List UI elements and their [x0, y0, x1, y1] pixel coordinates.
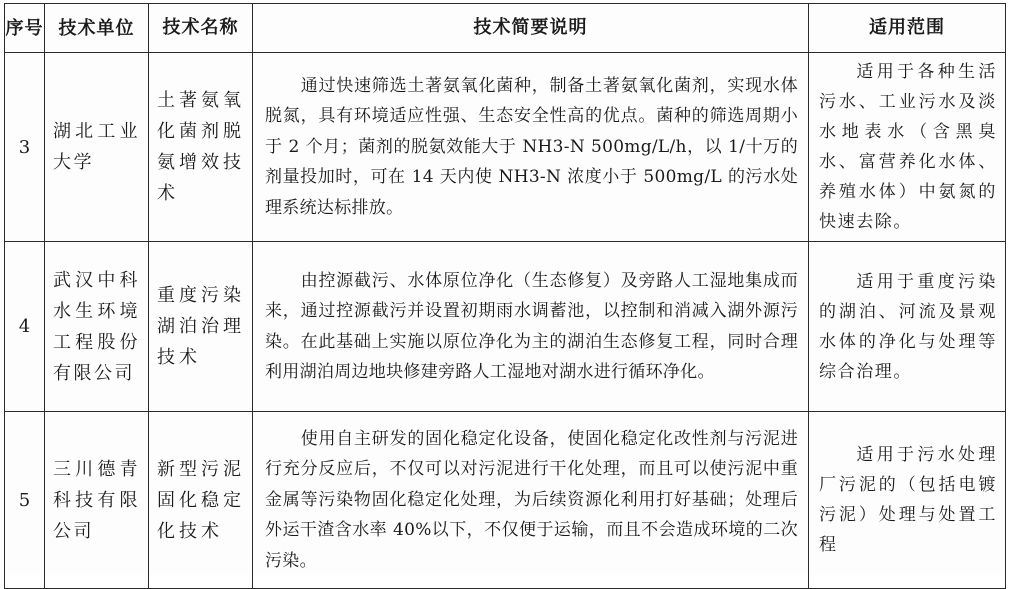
row-scope: 适用于重度污染的湖泊、河流及景观水体的净化与处理等综合治理。 [809, 242, 1006, 412]
row-scope: 适用于各种生活污水、工业污水及淡水地表水（含黑臭水、富营养化水体、养殖水体）中氨氮的快速去除。 [809, 53, 1006, 242]
technology-table [4, 3, 1006, 589]
row-tech-name: 新型污泥固化稳定化技术 [149, 412, 253, 589]
row-number: 3 [5, 53, 45, 242]
row-scope: 适用于污水处理厂污泥的（包括电镀污泥）处理与处置工程 [809, 412, 1006, 589]
row-number: 4 [5, 242, 45, 412]
document-page [4, 3, 1005, 575]
row-unit: 武汉中科水生环境工程股份有限公司 [45, 242, 149, 412]
table-row [5, 53, 1006, 242]
header-name: 技术名称 [149, 4, 253, 53]
table-row [5, 242, 1006, 412]
row-description: 通过快速筛选土著氨氧化菌种，制备土著氨氧化菌剂，实现水体脱氮，具有环境适应性强、生态安全性高的优点。菌种的筛选周期小于 2 个月；菌剂的脱氨效能大于 NH3-N 500mg/L/h，以 1/十万的剂量投加时，可在 14 天内使 NH3-N 浓度小于 500mg/L 的污水处理系统达标排放。 [253, 53, 809, 242]
header-scope: 适用范围 [809, 4, 1006, 53]
row-description: 使用自主研发的固化稳定化设备，使固化稳定化改性剂与污泥进行充分反应后，不仅可以对污泥进行干化处理，而且可以使污泥中重金属等污染物固化稳定化处理，为后续资源化利用打好基础；处理后外运干渣含水率 40%以下，不仅便于运输，而且不会造成环境的二次污染。 [253, 412, 809, 589]
row-number: 5 [5, 412, 45, 589]
header-unit: 技术单位 [45, 4, 149, 53]
header-description: 技术简要说明 [253, 4, 809, 53]
row-unit: 湖北工业大学 [45, 53, 149, 242]
row-description: 由控源截污、水体原位净化（生态修复）及旁路人工湿地集成而来，通过控源截污并设置初期雨水调蓄池，以控制和消减入湖外源污染。在此基础上实施以原位净化为主的湖泊生态修复工程，同时合理利用湖泊周边地块修建旁路人工湿地对湖水进行循环净化。 [253, 242, 809, 412]
row-tech-name: 重度污染湖泊治理技术 [149, 242, 253, 412]
table-header-row [5, 4, 1006, 53]
row-tech-name: 土著氨氧化菌剂脱氨增效技术 [149, 53, 253, 242]
table-row [5, 412, 1006, 589]
row-unit: 三川德青科技有限公司 [45, 412, 149, 589]
header-no: 序号 [5, 4, 45, 53]
